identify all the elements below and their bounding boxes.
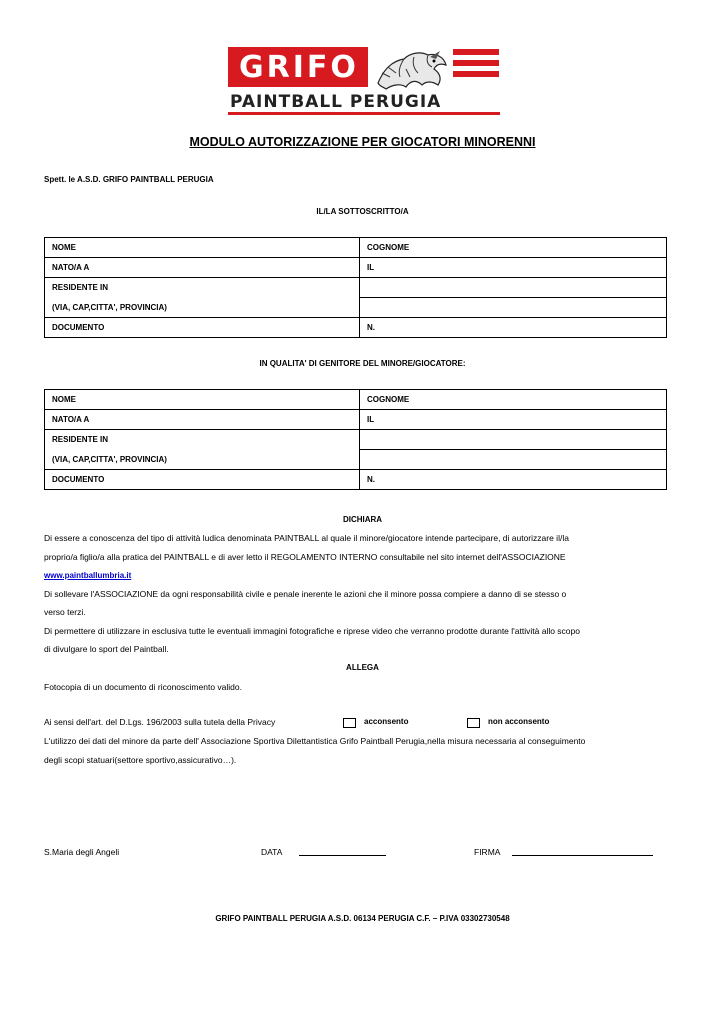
- logo-underline: [228, 112, 500, 115]
- dichiara-line-4: verso terzi.: [44, 607, 86, 617]
- allega-heading: ALLEGA: [346, 663, 379, 672]
- dichiara-line-1: Di essere a conoscenza del tipo di attività ludica denominata PAINTBALL al quale il minore/giocatore intende partecipare, di autorizzare il/la: [44, 533, 569, 543]
- website-link[interactable]: www.paintballumbria.it: [44, 571, 132, 580]
- minor-documento-field[interactable]: DOCUMENTO: [45, 470, 360, 490]
- cognome-field[interactable]: COGNOME: [360, 238, 667, 258]
- minor-nome-field[interactable]: NOME: [45, 390, 360, 410]
- minor-nato-field[interactable]: NATO/A A: [45, 410, 360, 430]
- residente-field-2[interactable]: [360, 298, 667, 318]
- residente-label: RESIDENTE IN: [45, 278, 360, 298]
- documento-field[interactable]: DOCUMENTO: [45, 318, 360, 338]
- consent-checkbox[interactable]: [343, 718, 356, 728]
- dichiara-line-5: Di permettere di utilizzare in esclusiva tutte le eventuali immagini fotografiche e riprese video che verranno prodotte durante l'attività allo scopo: [44, 626, 580, 636]
- numero-field[interactable]: N.: [360, 318, 667, 338]
- dichiara-line-3: Di sollevare l'ASSOCIAZIONE da ogni responsabilità civile e penale inerente le azioni che il minore possa compiere a danno di se stesso o: [44, 589, 567, 599]
- logo-subtitle: PAINTBALL PERUGIA: [230, 92, 442, 112]
- nome-field[interactable]: NOME: [45, 238, 360, 258]
- dichiara-line-2: proprio/a figlio/a alla pratica del PAINTBALL e di aver letto il REGOLAMENTO INTERNO consultabile nel sito internet dell'ASSOCIAZIONE: [44, 552, 566, 562]
- section1-heading: IL/LA SOTTOSCRITTO/A: [316, 207, 409, 216]
- nato-field[interactable]: NATO/A A: [45, 258, 360, 278]
- minor-indirizzo-label: (VIA, CAP,CITTA', PROVINCIA): [45, 450, 360, 470]
- minor-cognome-field[interactable]: COGNOME: [360, 390, 667, 410]
- logo: [228, 47, 500, 115]
- dichiara-heading: DICHIARA: [342, 515, 383, 524]
- minor-il-field[interactable]: IL: [360, 410, 667, 430]
- minor-numero-field[interactable]: N.: [360, 470, 667, 490]
- no-consent-checkbox[interactable]: [467, 718, 480, 728]
- privacy-line-1: L'utilizzo dei dati del minore da parte dell' Associazione Sportiva Dilettantistica Grifo Paintball Perugia,nella misura necessaria al conseguimento: [44, 736, 586, 746]
- dichiara-line-6: di divulgare lo sport del Paintball.: [44, 644, 169, 654]
- griffin-icon: [370, 47, 450, 91]
- guardian-table: [44, 237, 667, 338]
- consent-label: acconsento: [364, 717, 409, 726]
- allega-text: Fotocopia di un documento di riconoscimento valido.: [44, 682, 242, 692]
- footer: GRIFO PAINTBALL PERUGIA A.S.D. 06134 PERUGIA C.F. – P.IVA 03302730548: [215, 914, 510, 923]
- document-title: MODULO AUTORIZZAZIONE PER GIOCATORI MINORENNI: [189, 135, 536, 149]
- minor-residente-label: RESIDENTE IN: [45, 430, 360, 450]
- place-label: S.Maria degli Angeli: [44, 847, 120, 857]
- residente-field-1[interactable]: [360, 278, 667, 298]
- section2-heading: IN QUALITA' DI GENITORE DEL MINORE/GIOCATORE:: [259, 359, 466, 368]
- privacy-line-2: degli scopi statuari(settore sportivo,assicurativo…).: [44, 755, 237, 765]
- signature-label: FIRMA: [474, 847, 501, 857]
- minor-residente-field-2[interactable]: [360, 450, 667, 470]
- logo-stripes: [453, 49, 499, 87]
- recipient: Spett. le A.S.D. GRIFO PAINTBALL PERUGIA: [44, 175, 214, 184]
- il-field[interactable]: IL: [360, 258, 667, 278]
- logo-brand: GRIFO: [239, 50, 359, 85]
- indirizzo-label: (VIA, CAP,CITTA', PROVINCIA): [45, 298, 360, 318]
- minor-table: [44, 389, 667, 490]
- date-label: DATA: [261, 847, 283, 857]
- signature-line[interactable]: [512, 855, 653, 856]
- privacy-text: Ai sensi dell'art. del D.Lgs. 196/2003 sulla tutela della Privacy: [44, 717, 276, 727]
- date-line[interactable]: [299, 855, 386, 856]
- no-consent-label: non acconsento: [488, 717, 550, 726]
- minor-residente-field-1[interactable]: [360, 430, 667, 450]
